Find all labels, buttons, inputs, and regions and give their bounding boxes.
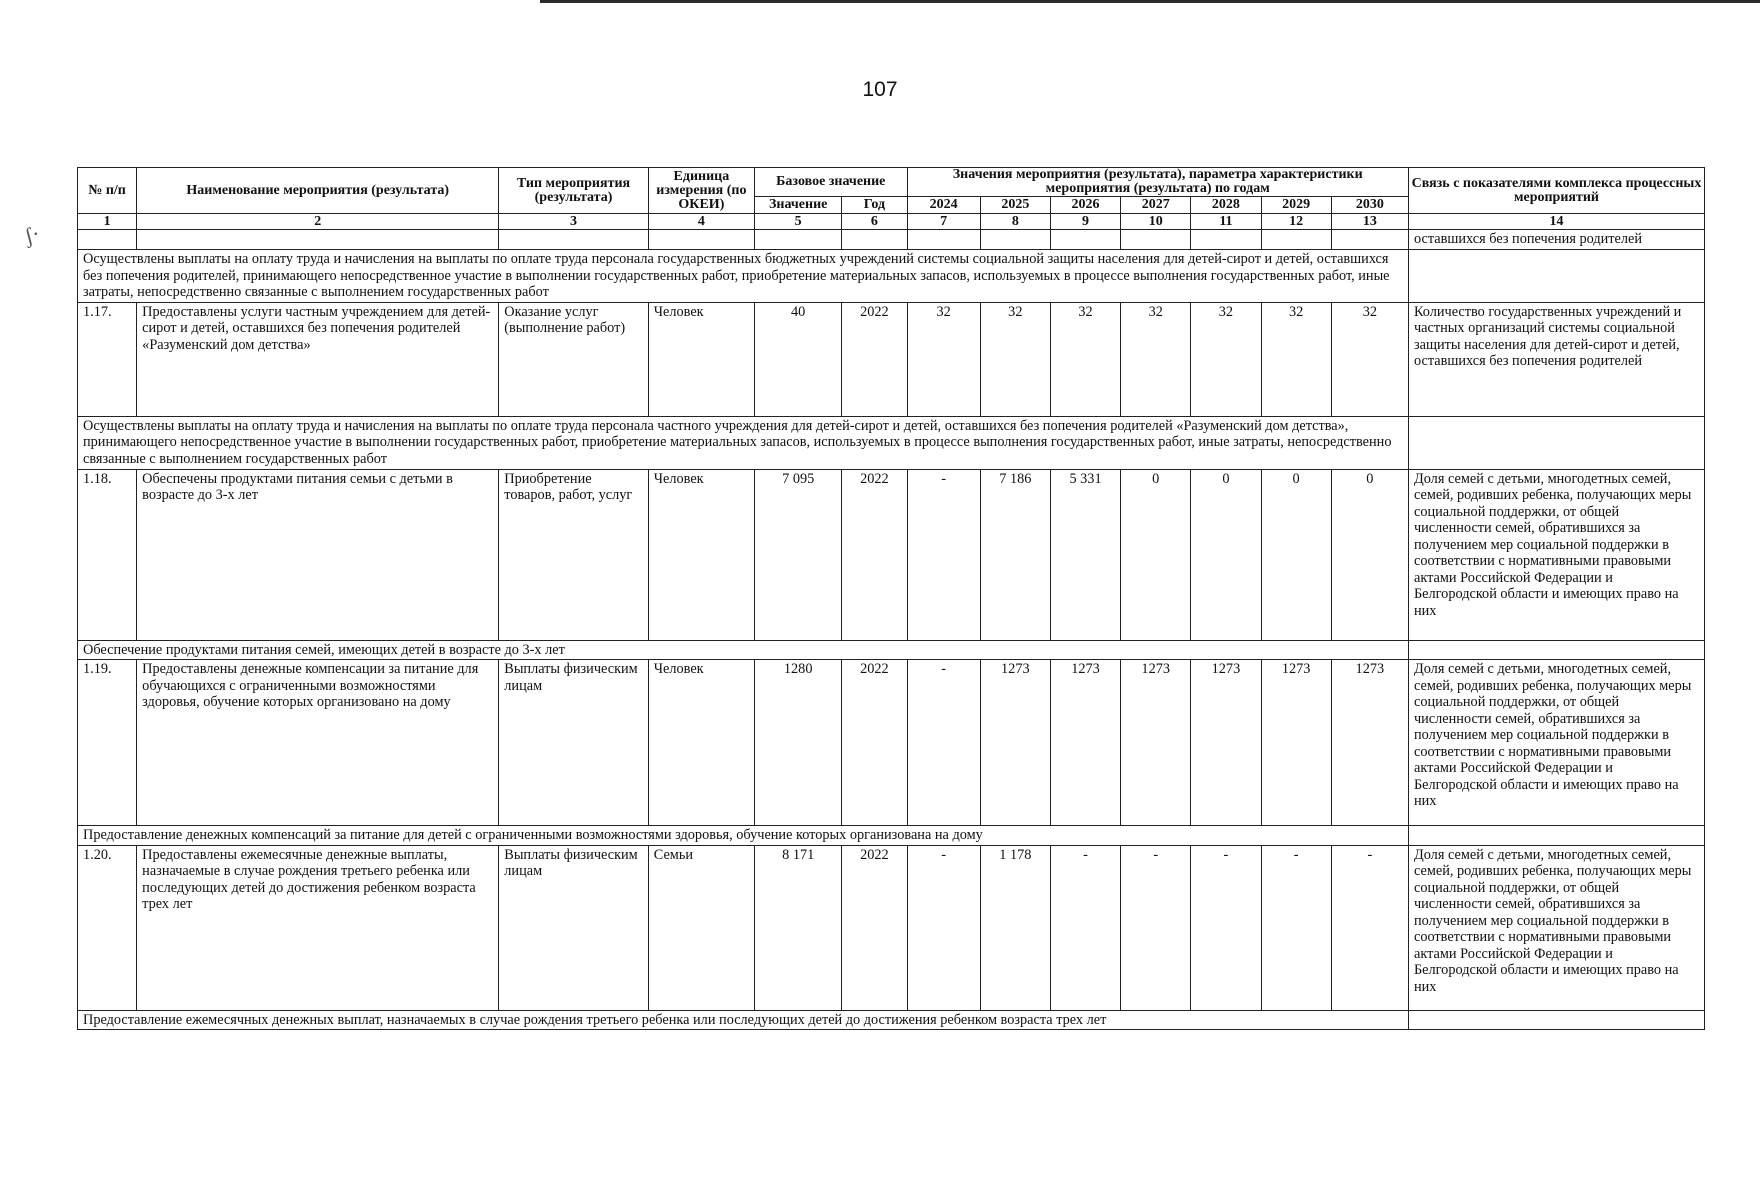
row-base-year: 2022: [842, 845, 907, 1010]
row-value-2027: 1273: [1121, 660, 1191, 826]
top-border-line: [540, 0, 1760, 3]
row-unit: Человек: [648, 469, 754, 640]
row-value-2025: 32: [980, 302, 1050, 416]
header-values: Значения мероприятия (результата), параметра характеристики мероприятия (результата) по годам: [907, 168, 1408, 197]
row-unit: Семьи: [648, 845, 754, 1010]
header-link: Связь с показателями комплекса процессных мероприятий: [1408, 168, 1704, 214]
header-year: 2025: [980, 197, 1050, 214]
header-base-year: Год: [842, 197, 907, 214]
row-value-2024: -: [907, 469, 980, 640]
row-base-value: 7 095: [755, 469, 842, 640]
row-link: Доля семей с детьми, многодетных семей, семей, родивших ребенка, получающих меры социальной поддержки, от общей численности семей, обратившихся за получением мер социальной поддержки в соответствии с нормативными правовыми актами Российской Федерации и Белгородской области и имеющих право на них: [1408, 469, 1704, 640]
header-unit: Единица измерения (по ОКЕИ): [648, 168, 754, 214]
row-value-2026: -: [1050, 845, 1120, 1010]
column-number: 7: [907, 214, 980, 230]
row-value-2026: 32: [1050, 302, 1120, 416]
row-name: Обеспечены продуктами питания семьи с детьми в возрасте до 3-х лет: [137, 469, 499, 640]
row-name: Предоставлены ежемесячные денежные выплаты, назначаемые в случае рождения третьего ребенка или последующих детей до достижения ребенком возраста трех лет: [137, 845, 499, 1010]
column-number: 14: [1408, 214, 1704, 230]
continuation-row: [78, 230, 1705, 250]
row-unit: Человек: [648, 660, 754, 826]
column-number: 3: [499, 214, 648, 230]
row-value-2026: 1273: [1050, 660, 1120, 826]
row-value-2025: 1 178: [980, 845, 1050, 1010]
column-number: 13: [1331, 214, 1408, 230]
table-row: [78, 660, 1705, 826]
continuation-text: оставшихся без попечения родителей: [1408, 230, 1704, 250]
row-value-2027: 32: [1121, 302, 1191, 416]
row-base-value: 1280: [755, 660, 842, 826]
header-year: 2030: [1331, 197, 1408, 214]
header-base: Базовое значение: [755, 168, 907, 197]
note-row: [78, 250, 1705, 303]
header-num: № п/п: [78, 168, 137, 214]
row-value-2025: 7 186: [980, 469, 1050, 640]
column-number: 1: [78, 214, 137, 230]
note-text: Осуществлены выплаты на оплату труда и начисления на выплаты по оплате труда персонала частного учреждения для детей-сирот и детей, оставшихся без попечения родителей «Разуменский дом детства», принимающего непосредственное участие в выполнении государственных работ, приобретение материальных запасов, используемых в процессе выполнения государственных работ, иные затраты, непосредственно связанные с выполнением государственных работ: [78, 416, 1409, 469]
row-value-2024: 32: [907, 302, 980, 416]
row-number: 1.18.: [78, 469, 137, 640]
row-type: Приобретение товаров, работ, услуг: [499, 469, 648, 640]
row-value-2027: -: [1121, 845, 1191, 1010]
table-row: [78, 302, 1705, 416]
column-number: 2: [137, 214, 499, 230]
row-value-2030: 0: [1331, 469, 1408, 640]
row-value-2024: -: [907, 845, 980, 1010]
note-text: Осуществлены выплаты на оплату труда и начисления на выплаты по оплате труда персонала государственных бюджетных учреждений системы социальной защиты населения для детей-сирот и детей, оставшихся без попечения родителей, принимающего непосредственное участие в выполнении государственных работ, приобретение материальных запасов, используемых в процессе выполнения государственных работ, иные затраты, непосредственно связанные с выполнением государственных работ: [78, 250, 1409, 303]
row-number: 1.17.: [78, 302, 137, 416]
header-year: 2024: [907, 197, 980, 214]
row-number: 1.19.: [78, 660, 137, 826]
note-text: Предоставление денежных компенсаций за питание для детей с ограниченными возможностями здоровья, обучение которых организована на дому: [78, 826, 1409, 846]
row-value-2028: -: [1191, 845, 1261, 1010]
row-name: Предоставлены денежные компенсации за питание для обучающихся с ограниченными возможностями здоровья, обучение которых организовано на дому: [137, 660, 499, 826]
header-year: 2027: [1121, 197, 1191, 214]
row-base-value: 8 171: [755, 845, 842, 1010]
row-number: 1.20.: [78, 845, 137, 1010]
column-number: 8: [980, 214, 1050, 230]
note-row: [78, 1010, 1705, 1030]
row-value-2029: 32: [1261, 302, 1331, 416]
column-number: 5: [755, 214, 842, 230]
row-name: Предоставлены услуги частным учреждением для детей-сирот и детей, оставшихся без попечения родителей «Разуменский дом детства»: [137, 302, 499, 416]
row-value-2030: -: [1331, 845, 1408, 1010]
header-year: 2028: [1191, 197, 1261, 214]
row-value-2028: 0: [1191, 469, 1261, 640]
row-value-2029: 1273: [1261, 660, 1331, 826]
row-value-2030: 1273: [1331, 660, 1408, 826]
header-name: Наименование мероприятия (результата): [137, 168, 499, 214]
table-row: [78, 469, 1705, 640]
note-text: Предоставление ежемесячных денежных выплат, назначаемых в случае рождения третьего ребенка или последующих детей до достижения ребенком возраста трех лет: [78, 1010, 1409, 1030]
row-base-value: 40: [755, 302, 842, 416]
row-value-2028: 1273: [1191, 660, 1261, 826]
note-row: [78, 826, 1705, 846]
activities-table: [77, 167, 1705, 1030]
table-row: [78, 845, 1705, 1010]
row-base-year: 2022: [842, 469, 907, 640]
row-value-2024: -: [907, 660, 980, 826]
row-value-2030: 32: [1331, 302, 1408, 416]
note-text: Обеспечение продуктами питания семей, имеющих детей в возрасте до 3-х лет: [78, 640, 1409, 660]
column-number: 6: [842, 214, 907, 230]
row-type: Выплаты физическим лицам: [499, 845, 648, 1010]
row-link: Доля семей с детьми, многодетных семей, семей, родивших ребенка, получающих меры социальной поддержки, от общей численности семей, обратившихся за получением мер социальной поддержки в соответствии с нормативными правовыми актами Российской Федерации и Белгородской области и имеющих право на них: [1408, 660, 1704, 826]
margin-mark: ʃ·: [21, 220, 43, 249]
column-number: 9: [1050, 214, 1120, 230]
page-number: 107: [862, 78, 898, 101]
row-value-2025: 1273: [980, 660, 1050, 826]
row-unit: Человек: [648, 302, 754, 416]
row-value-2027: 0: [1121, 469, 1191, 640]
column-number: 11: [1191, 214, 1261, 230]
column-number: 10: [1121, 214, 1191, 230]
row-type: Выплаты физическим лицам: [499, 660, 648, 826]
column-number: 4: [648, 214, 754, 230]
row-value-2029: 0: [1261, 469, 1331, 640]
note-row: [78, 416, 1705, 469]
row-type: Оказание услуг (выполнение работ): [499, 302, 648, 416]
header-year: 2026: [1050, 197, 1120, 214]
row-base-year: 2022: [842, 660, 907, 826]
row-link: Количество государственных учреждений и частных организаций системы социальной защиты населения для детей-сирот и детей, оставшихся без попечения родителей: [1408, 302, 1704, 416]
row-link: Доля семей с детьми, многодетных семей, семей, родивших ребенка, получающих меры социальной поддержки, от общей численности семей, обратившихся за получением мер социальной поддержки в соответствии с нормативными правовыми актами Российской Федерации и Белгородской области и имеющих право на них: [1408, 845, 1704, 1010]
header-type: Тип мероприятия (результата): [499, 168, 648, 214]
row-value-2028: 32: [1191, 302, 1261, 416]
header-year: 2029: [1261, 197, 1331, 214]
note-row: [78, 640, 1705, 660]
row-base-year: 2022: [842, 302, 907, 416]
row-value-2029: -: [1261, 845, 1331, 1010]
header-base-value: Значение: [755, 197, 842, 214]
column-number: 12: [1261, 214, 1331, 230]
row-value-2026: 5 331: [1050, 469, 1120, 640]
